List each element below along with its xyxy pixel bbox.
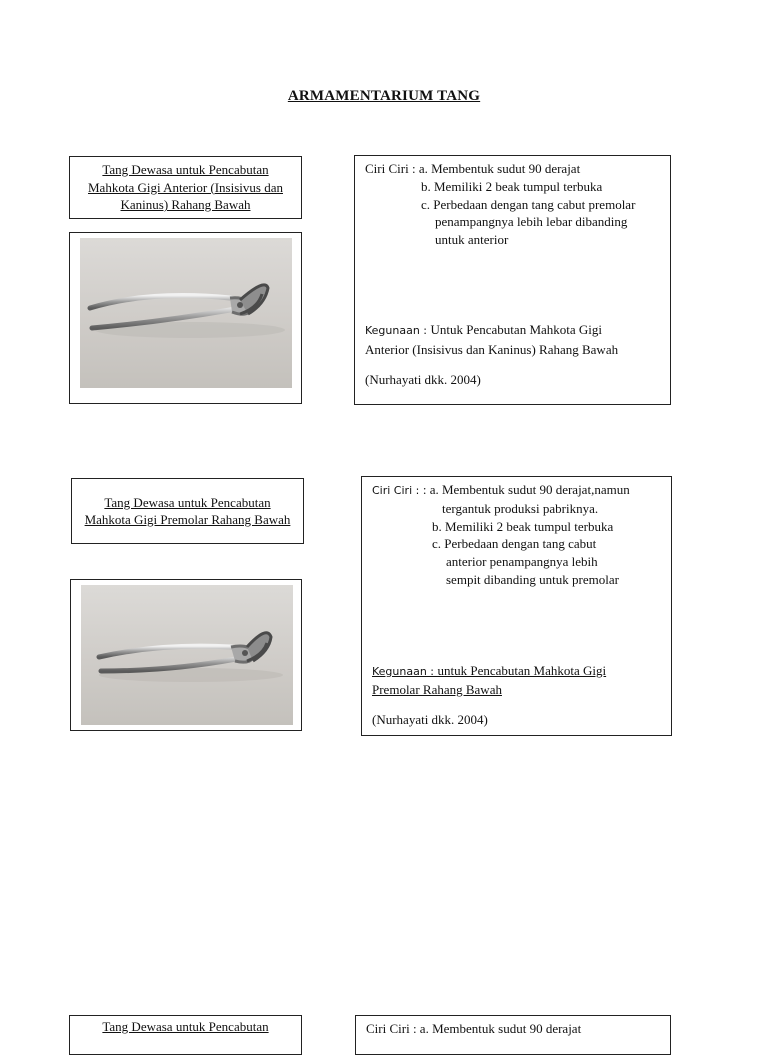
info-box-anterior	[354, 155, 671, 405]
photo-frame-premolar	[70, 579, 302, 731]
kegunaan-line-2: Premolar Rahang Bawah	[372, 682, 502, 697]
ciri-line-2	[372, 500, 661, 518]
ciri-line-3	[372, 518, 661, 536]
caption-box-premolar	[71, 478, 304, 544]
ciri-item-c-cont-2: untuk anterior	[435, 232, 509, 248]
forceps-photo-premolar	[81, 585, 293, 725]
kegunaan-text-1: Untuk Pencabutan Mahkota Gigi	[430, 322, 603, 337]
reference: (Nurhayati dkk. 2004)	[372, 712, 488, 727]
caption-partial: Tang Dewasa untuk Pencabutan	[102, 1019, 269, 1034]
forceps-photo-anterior	[80, 238, 292, 388]
ciri-item-c-cont-1: penampangnya lebih lebar dibanding	[435, 214, 628, 230]
kegunaan-label: Kegunaan :	[365, 324, 431, 337]
ciri-item-c: c. Perbedaan dengan tang cabut	[432, 536, 597, 552]
ciri-line-6	[372, 571, 661, 589]
ciri-item-c-cont-1: anterior penampangnya lebih	[446, 554, 598, 570]
ciri-item-c: c. Perbedaan dengan tang cabut premolar	[421, 196, 636, 212]
ciri-item-a: a. Membentuk sudut 90 derajat	[418, 161, 581, 176]
kegunaan-line-1	[365, 321, 602, 340]
ciri-label: Ciri Ciri :	[365, 161, 419, 176]
ciri-item-c-cont-2: sempit dibanding untuk premolar	[446, 571, 619, 587]
ciri-line-4	[372, 535, 661, 553]
ciri-line-5	[372, 553, 661, 571]
caption-box-anterior	[69, 156, 302, 219]
reference: (Nurhayati dkk. 2004)	[365, 372, 481, 387]
kegunaan-line-2	[365, 341, 618, 359]
info-box-partial	[355, 1015, 671, 1055]
info-box-premolar	[361, 476, 672, 736]
ciri-item-b: b. Memiliki 2 beak tumpul terbuka	[432, 518, 614, 534]
kegunaan-label: Kegunaan :	[372, 665, 438, 678]
ciri-item-a: : a. Membentuk sudut 90 derajat,namun	[422, 482, 630, 497]
kegunaan-line-1	[372, 662, 606, 681]
ciri-line-4	[365, 213, 660, 231]
ciri-line-1	[365, 160, 660, 178]
caption-box-partial	[69, 1015, 302, 1055]
ciri-item-a-cont: tergantuk produksi pabriknya.	[442, 500, 599, 516]
ciri-line-1	[372, 481, 661, 500]
ciri-line-3	[365, 196, 660, 214]
ciri-item-b: b. Memiliki 2 beak tumpul terbuka	[421, 178, 603, 194]
photo-frame-anterior	[69, 232, 302, 404]
kegunaan-text-2: Anterior (Insisivus dan Kaninus) Rahang Bawah	[365, 342, 619, 357]
ciri-line-5	[365, 231, 660, 249]
caption-anterior: Tang Dewasa untuk Pencabutan Mahkota Gigi Anterior (Insisivus dan Kaninus) Rahang Bawah	[88, 162, 283, 213]
ciri-label: Ciri Ciri :	[372, 484, 423, 497]
page-title: ARMAMENTARIUM TANG	[287, 88, 481, 104]
caption-premolar: Tang Dewasa untuk Pencabutan Mahkota Gigi Premolar Rahang Bawah	[84, 494, 291, 527]
ciri-line-2	[365, 178, 660, 196]
ciri-line-partial: Ciri Ciri : a. Membentuk sudut 90 derajat	[366, 1021, 582, 1036]
kegunaan-text-1: untuk Pencabutan Mahkota Gigi	[437, 663, 607, 678]
